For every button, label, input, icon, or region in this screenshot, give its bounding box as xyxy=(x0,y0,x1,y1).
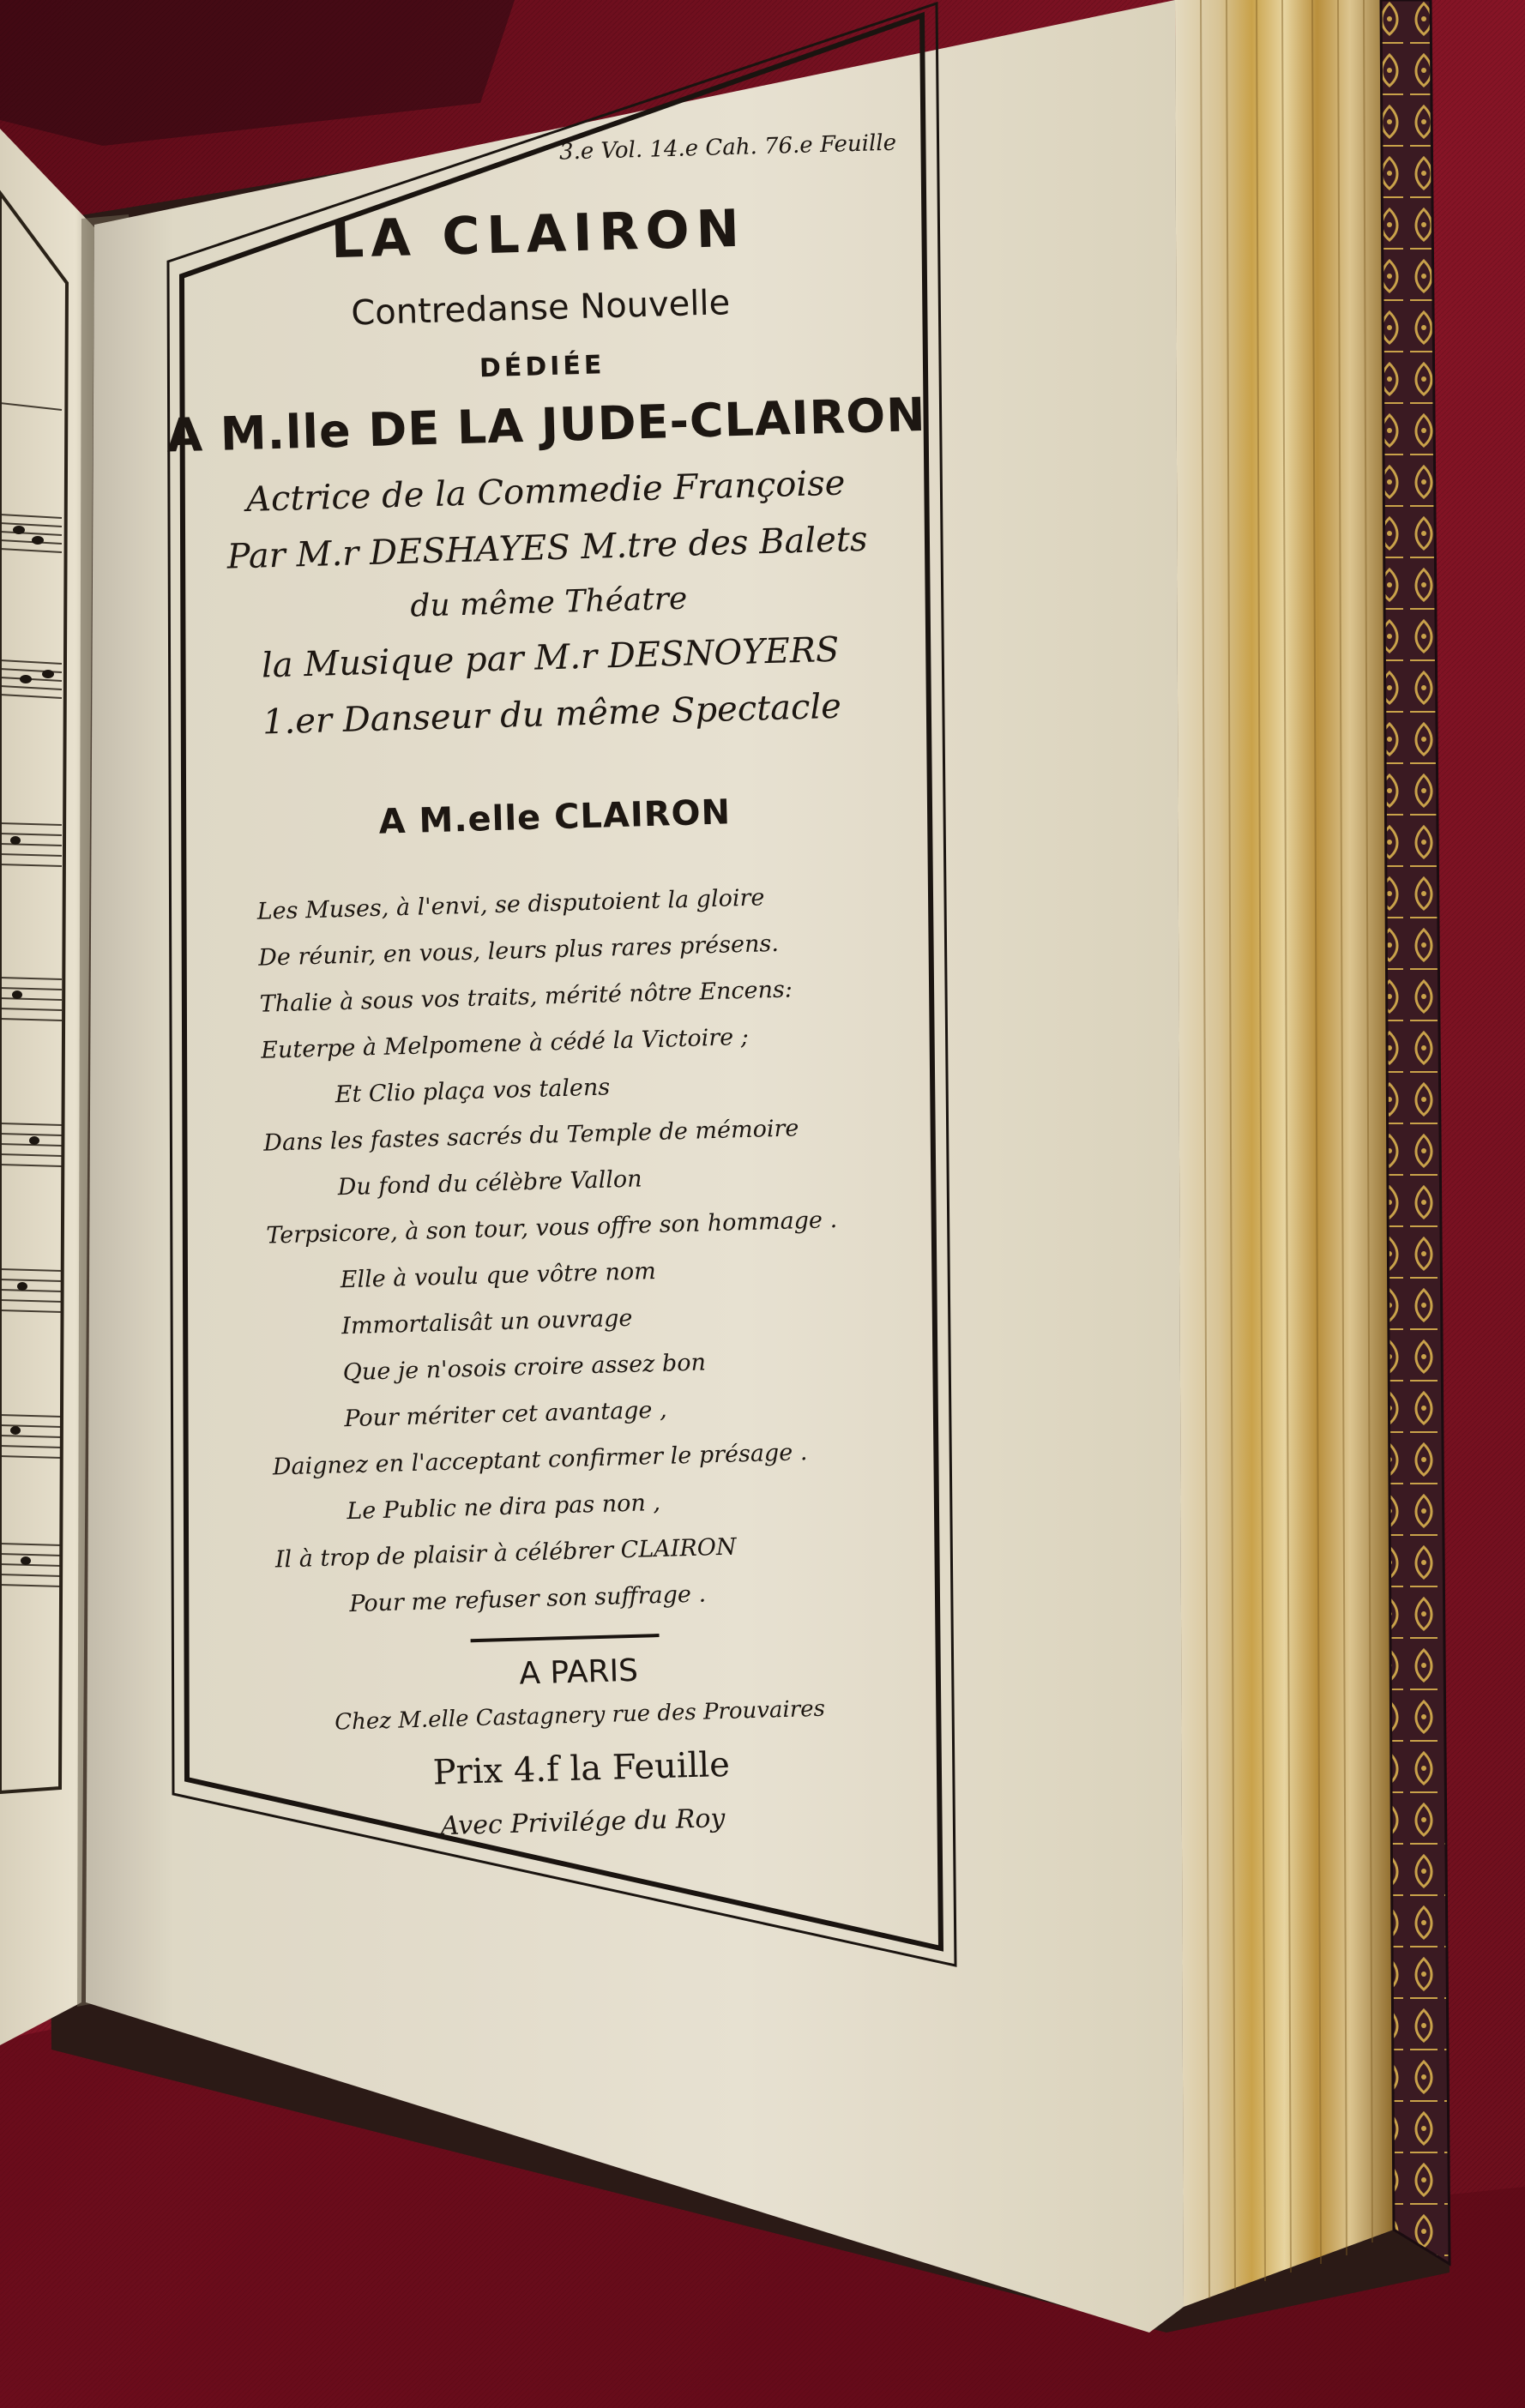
plate-title: LA CLAIRON xyxy=(329,198,747,271)
imprint-seller: Chez M.elle Castagnery rue des Prouvaires xyxy=(334,1695,826,1736)
composer-line: la Musique par M.r DESNOYERS xyxy=(261,629,840,686)
poem-line: Le Public ne dira pas non , xyxy=(346,1489,661,1526)
poem-line: Euterpe à Melpomene à cédé la Victoire ; xyxy=(260,1023,750,1064)
poem-line: Pour me refuser son suffrage . xyxy=(348,1580,707,1618)
dedication-word: DÉDIÉE xyxy=(479,350,606,384)
poem-line: Et Clio plaça vos talens xyxy=(335,1074,611,1109)
poem-line: Terpsicore, à son tour, vous offre son hommage . xyxy=(265,1207,838,1249)
poem-line: Immortalisât un ouvrage xyxy=(341,1304,633,1340)
price-line: Prix 4.f la Feuille xyxy=(432,1744,731,1793)
choreographer-line: Par M.r DESHAYES M.tre des Balets xyxy=(226,519,869,577)
poem-heading: A M.elle CLAIRON xyxy=(378,792,732,842)
imprint-city: A PARIS xyxy=(518,1652,639,1692)
poem-line: Il à trop de plaisir à célébrer CLAIRON xyxy=(274,1533,737,1574)
composer-role: 1.er Danseur du même Spectacle xyxy=(262,686,842,743)
poem-line: Dans les fastes sacrés du Temple de mémoire xyxy=(262,1115,799,1157)
choreographer-theatre: du même Théatre xyxy=(409,581,688,624)
dedicatee-role: Actrice de la Commedie Françoise xyxy=(245,463,846,520)
poem-line: Elle à voulu que vôtre nom xyxy=(340,1257,657,1294)
privilege-line: Avec Privilége du Roy xyxy=(440,1803,726,1842)
dedicatee-line: A M.lle DE LA JUDE-CLAIRON xyxy=(166,387,927,463)
poem-line: Les Muses, à l'envi, se disputoient la gloire xyxy=(256,884,765,925)
poem-line: Que je n'osois croire assez bon xyxy=(342,1349,707,1387)
divider-rule xyxy=(471,1634,660,1642)
poem-line: Du fond du célèbre Vallon xyxy=(337,1165,642,1201)
poem-line: Pour mériter cet avantage , xyxy=(343,1396,668,1433)
poem-line: Daignez en l'acceptant confirmer le présage . xyxy=(272,1439,808,1481)
poem-line: Thalie à sous vos traits, mérité nôtre Encens: xyxy=(259,976,793,1018)
catalogue-note: 3.e Vol. 14.e Cah. 76.e Feuille xyxy=(558,129,897,166)
genre-line: Contredanse Nouvelle xyxy=(350,283,731,334)
engraved-title-plate xyxy=(155,5,963,1947)
poem-line: De réunir, en vous, leurs plus rares présens. xyxy=(257,930,780,972)
